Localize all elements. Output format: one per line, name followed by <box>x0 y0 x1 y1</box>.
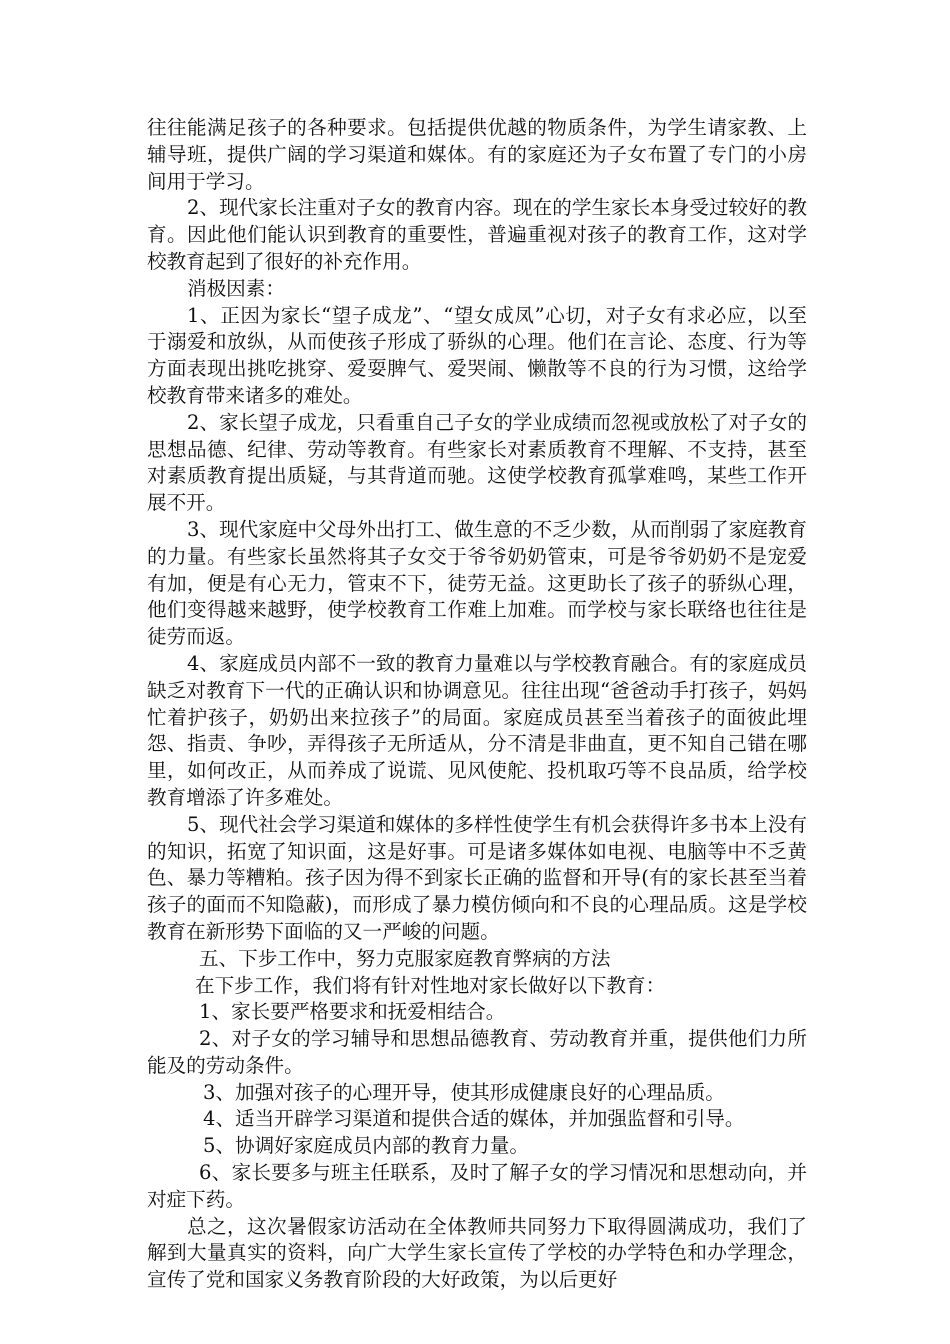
paragraph-negative-1: 1、正因为家长“望子成龙”、“望女成凤”心切，对子女有求必应，以至于溺爱和放纵，从而使孩子形成了骄纵的心理。他们在言论、态度、行为等方面表现出挑吃挑穿、爱耍脾气、爱哭闹、懒散等不良的行为习惯，这给学校教育带来诸多的难处。 <box>147 303 807 407</box>
paragraph-negative-4: 4、家庭成员内部不一致的教育力量难以与学校教育融合。有的家庭成员缺乏对教育下一代的正确认识和协调意见。往往出现“爸爸动手打孩子，妈妈忙着护孩子，奶奶出来拉孩子”的局面。家庭成员甚至当着孩子的面彼此埋怨、指责、争吵，弄得孩子无所适从，分不清是非曲直，更不知自己错在哪里，如何改正，从而养成了说谎、见风使舵、投机取巧等不良品质，给学校教育增添了许多难处。 <box>147 651 807 809</box>
list-item-2: 2、对子女的学习辅导和思想品德教育、劳动教育并重，提供他们力所能及的劳动条件。 <box>147 1027 807 1077</box>
paragraph-negative-5: 5、现代社会学习渠道和媒体的多样性使学生有机会获得许多书本上没有的知识，拓宽了知识面，这是好事。可是诸多媒体如电视、电脑等中不乏黄色、暴力等糟粕。孩子因为得不到家长正确的监督和开导(有的家长甚至当着孩子的面而不知隐蔽)，而形成了暴力模仿倾向和不良的心理品质。这是学校教育在新形势下面临的又一严峻的问题。 <box>147 812 807 943</box>
list-item-6: 6、家长要多与班主任联系，及时了解子女的学习情况和思想动向，并对症下药。 <box>147 1161 807 1211</box>
paragraph-conclusion: 总之，这次暑假家访活动在全体教师共同努力下取得圆满成功，我们了解到大量真实的资料，向广大学生家长宣传了学校的办学特色和办学理念，宣传了党和国家义务教育阶段的大好政策，为以后更好 <box>147 1214 807 1292</box>
paragraph-continuation: 往往能满足孩子的各种要求。包括提供优越的物质条件，为学生请家教、上辅导班，提供广阔的学习渠道和媒体。有的家庭还为子女布置了专门的小房间用于学习。 <box>147 116 807 193</box>
paragraph-positive-2: 2、现代家长注重对子女的教育内容。现在的学生家长本身受过较好的教育。因此他们能认识到教育的重要性，普遍重视对孩子的教育工作，这对学校教育起到了很好的补充作用。 <box>147 196 807 273</box>
list-item-1: 1、家长要严格要求和抚爱相结合。 <box>199 1000 506 1024</box>
list-item-3: 3、加强对孩子的心理开导，使其形成健康良好的心理品质。 <box>203 1080 725 1104</box>
section-heading-five: 五、下步工作中，努力克服家庭教育弊病的方法 <box>199 946 611 970</box>
paragraph-intro: 在下步工作，我们将有针对性地对家长做好以下教育： <box>195 973 666 997</box>
heading-negative-factors: 消极因素： <box>187 276 285 300</box>
paragraph-negative-3: 3、现代家庭中父母外出打工、做生意的不乏少数，从而削弱了家庭教育的力量。有些家长虽然将其子女交于爷爷奶奶管束，可是爷爷奶奶不是宠爱有加，便是有心无力，管束不下，徒劳无益。这更助长了孩子的骄纵心理，他们变得越来越野，使学校教育工作难上加难。而学校与家长联络也往往是徒劳而返。 <box>147 517 807 649</box>
list-item-4: 4、适当开辟学习渠道和提供合适的媒体，并加强监督和引导。 <box>203 1107 745 1131</box>
document-page <box>147 115 807 1294</box>
list-item-5: 5、协调好家庭成员内部的教育力量。 <box>203 1134 529 1158</box>
paragraph-negative-2: 2、家长望子成龙，只看重自己子女的学业成绩而忽视或放松了对子女的思想品德、纪律、劳动等教育。有些家长对素质教育不理解、不支持，甚至对素质教育提出质疑，与其背道而驰。这使学校教育孤掌难鸣，某些工作开展不开。 <box>147 410 807 515</box>
